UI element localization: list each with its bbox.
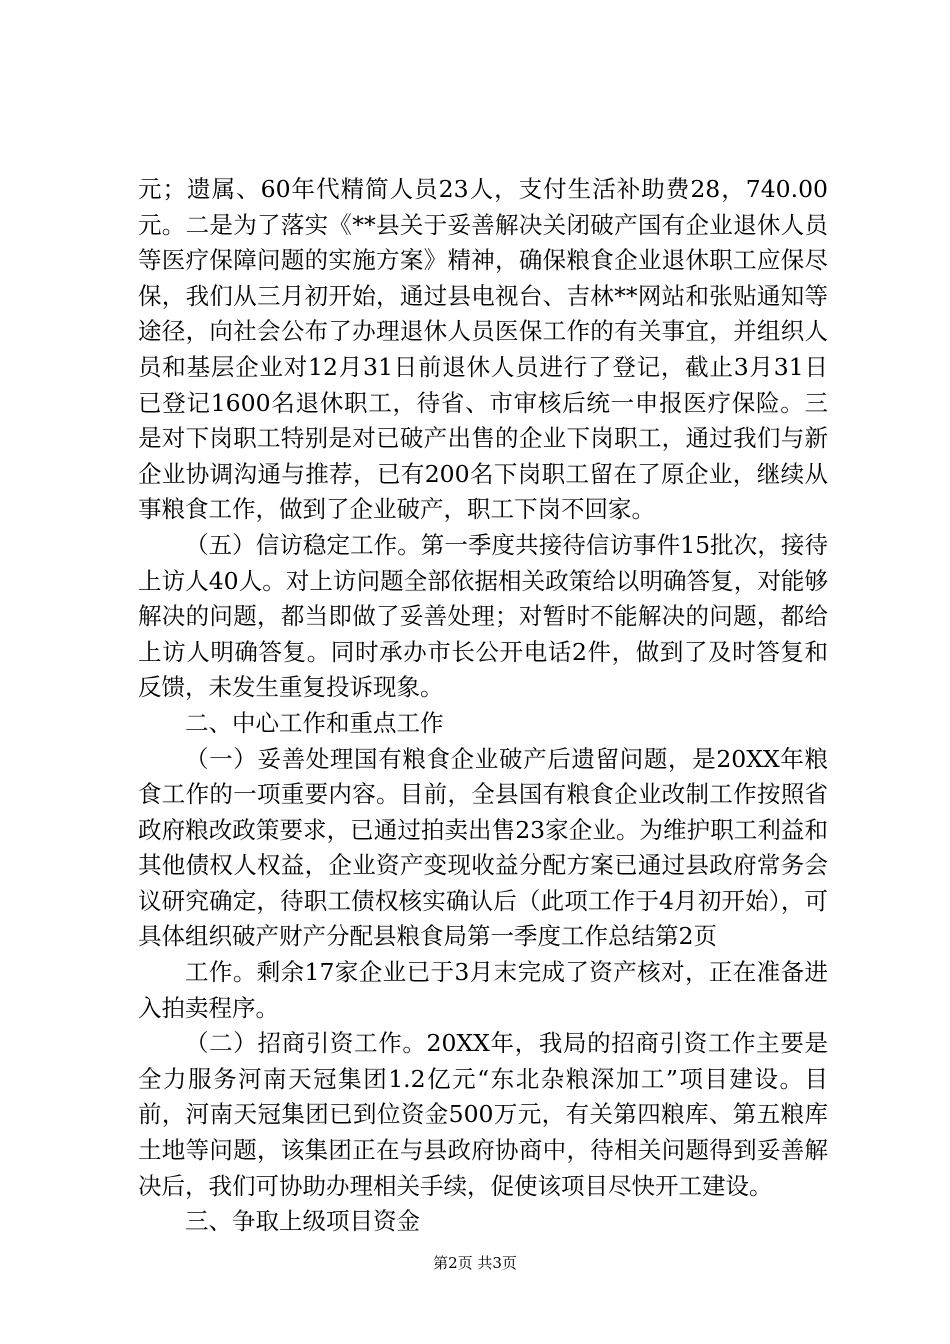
paragraph-remaining-enterprises: 工作。剩余17家企业已于3月末完成了资产核对，正在准备进入拍卖程序。 [138, 958, 828, 1022]
section-heading-central-work: 二、中心工作和重点工作 [185, 708, 444, 737]
paragraph-bankruptcy-issues: （一）妥善处理国有粮食企业破产后遗留问题，是20XX年粮食工作的一项重要内容。目前，全县国有粮食企业改制工作按照省政府粮改政策要求，已通过拍卖出售23家企业。为维护职工利益和其他债权人权益，企业资产变现收益分配方案已通过县政府常务会议研究确定，待职工债权核实确认后（此项工作于4月初开始），可具体组织破产财产分配县粮食局第一季度工作总结第2页 [138, 744, 828, 951]
paragraph-investment-work: （二）招商引资工作。20XX年，我局的招商引资工作主要是全力服务河南天冠集团1.2亿元“东北杂粮深加工”项目建设。目前，河南天冠集团已到位资金500万元，有关第四粮库、第五粮库土地等问题，该集团正在与县政府协商中，待相关问题得到妥善解决后，我们可协助办理相关手续，促使该项目尽快开工建设。 [138, 1029, 828, 1200]
paragraph-petition-work: （五）信访稳定工作。第一季度共接待信访事件15批次，接待上访人40人。对上访问题全部依据相关政策给以明确答复，对能够解决的问题，都当即做了妥善处理；对暂时不能解决的问题，都给上访人明确答复。同时承办市长公开电话2件，做到了及时答复和反馈，未发生重复投诉现象。 [138, 530, 828, 702]
document-body [138, 172, 828, 1240]
paragraph-continuation: 元；遗属、60年代精简人员23人，支付生活补助费28，740.00元。二是为了落实《**县关于妥善解决关闭破产国有企业退休人员等医疗保障问题的实施方案》精神，确保粮食企业退休职工应保尽保，我们从三月初开始，通过县电视台、吉林**网站和张贴通知等途径，向社会公布了办理退休人员医保工作的有关事宜，并组织人员和基层企业对12月31日前退休人员进行了登记，截止3月31日已登记1600名退休职工，待省、市审核后统一申报医疗保险。三是对下岗职工特别是对已破产出售的企业下岗职工，通过我们与新企业协调沟通与推荐，已有200名下岗职工留在了原企业，继续从事粮食工作，做到了企业破产，职工下岗不回家。 [138, 175, 828, 524]
section-heading-project-funds: 三、争取上级项目资金 [185, 1207, 420, 1236]
page-footer: 第2页 共3页 [433, 1254, 517, 1272]
